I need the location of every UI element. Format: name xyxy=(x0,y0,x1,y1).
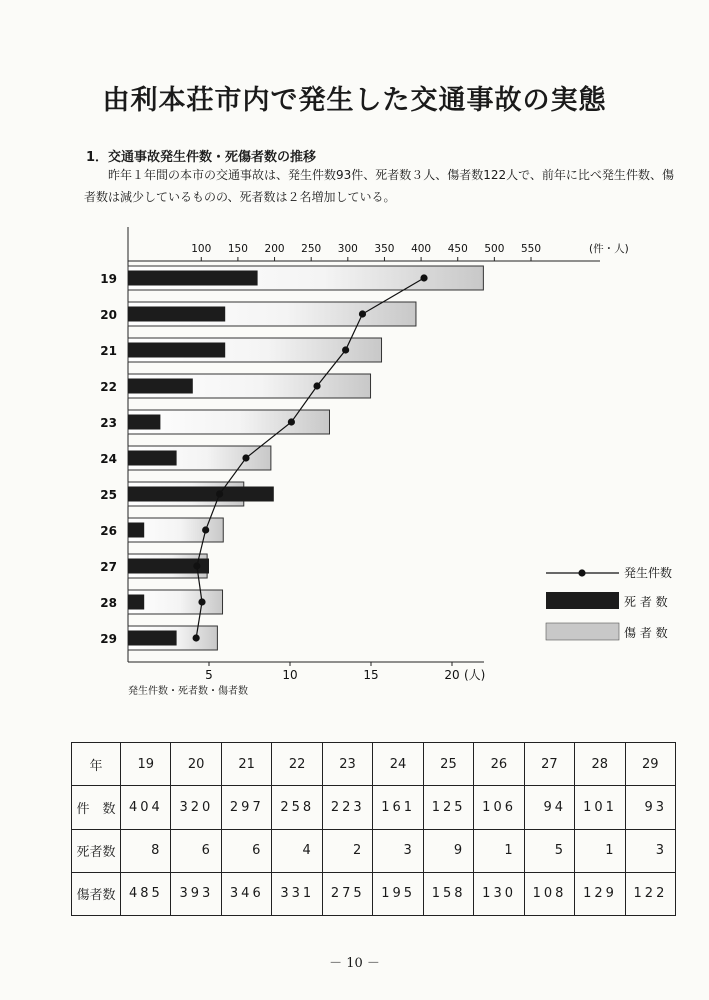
cases-point xyxy=(313,382,320,389)
category-label: 20 xyxy=(100,308,117,322)
table-cell: 158 xyxy=(423,872,473,915)
table-row xyxy=(72,872,676,915)
table-cell: 195 xyxy=(373,872,423,915)
table-cell: 223 xyxy=(322,786,372,829)
category-label: 27 xyxy=(100,560,117,574)
table-cell: 320 xyxy=(171,786,221,829)
table-cell: 3 xyxy=(373,829,423,872)
bottom-tick-label: 20 xyxy=(444,668,460,682)
table-cell: 393 xyxy=(171,872,221,915)
category-label: 23 xyxy=(100,416,117,430)
top-tick-label: 100 xyxy=(191,243,212,255)
table-cell: 125 xyxy=(423,786,473,829)
deaths-bar xyxy=(128,487,274,502)
deaths-bar xyxy=(128,595,144,610)
table-cell: 106 xyxy=(474,786,524,829)
top-tick-label: 500 xyxy=(484,243,505,255)
top-tick-label: 350 xyxy=(374,243,395,255)
legend-label: 発生件数 xyxy=(624,566,673,580)
table-cell: 23 xyxy=(322,743,372,786)
table-cell: 161 xyxy=(373,786,423,829)
cases-point xyxy=(202,526,209,533)
category-label: 19 xyxy=(100,272,117,286)
cases-point xyxy=(242,454,249,461)
legend-label: 傷 者 数 xyxy=(624,626,668,640)
table-cell: 5 xyxy=(524,829,574,872)
deaths-bar xyxy=(128,415,160,430)
category-label: 22 xyxy=(100,380,117,394)
row-header: 傷者数 xyxy=(72,872,121,915)
cases-point xyxy=(420,274,427,281)
table-row xyxy=(72,829,676,872)
table-cell: 27 xyxy=(524,743,574,786)
table-cell: 20 xyxy=(171,743,221,786)
top-tick-label: 400 xyxy=(411,243,432,255)
deaths-bar xyxy=(128,307,225,322)
bottom-axis-label: 発生件数・死者数・傷者数 xyxy=(128,686,248,697)
table-cell: 19 xyxy=(121,743,171,786)
table-cell: 8 xyxy=(121,829,171,872)
table-cell: 346 xyxy=(221,872,271,915)
table-cell: 9 xyxy=(423,829,473,872)
bottom-tick-label: 5 xyxy=(205,668,213,682)
page-number: － 10 － xyxy=(329,956,380,971)
intro-paragraph: 昨年１年間の本市の交通事故は、発生件数93件、死者数３人、傷者数122人で、前年に比べ発生件数、傷者数は減少しているものの、死者数は２名増加している。 xyxy=(84,168,674,204)
table-cell: 1 xyxy=(575,829,625,872)
row-header: 年 xyxy=(72,743,121,786)
deaths-bar xyxy=(128,343,225,358)
table-cell: 129 xyxy=(575,872,625,915)
legend-deaths-swatch xyxy=(546,592,619,609)
table-cell: 24 xyxy=(373,743,423,786)
table-cell: 28 xyxy=(575,743,625,786)
top-tick-label: 150 xyxy=(227,243,248,255)
table-row xyxy=(72,786,676,829)
table-cell: 6 xyxy=(221,829,271,872)
table-cell: 4 xyxy=(272,829,322,872)
deaths-bar xyxy=(128,271,258,286)
category-label: 28 xyxy=(100,596,117,610)
bottom-axis-unit: (人) xyxy=(464,668,486,682)
table-cell: 122 xyxy=(625,872,675,915)
table-cell: 22 xyxy=(272,743,322,786)
table-cell: 130 xyxy=(474,872,524,915)
table-cell: 297 xyxy=(221,786,271,829)
bottom-tick-label: 10 xyxy=(282,668,298,682)
cases-point xyxy=(193,634,200,641)
cases-point xyxy=(342,346,349,353)
legend-label: 死 者 数 xyxy=(624,595,668,609)
table-cell: 94 xyxy=(524,786,574,829)
legend-line-point xyxy=(578,569,585,576)
top-axis-unit: (件・人) xyxy=(589,243,629,255)
category-label: 21 xyxy=(100,344,117,358)
legend-injured-swatch xyxy=(546,623,619,640)
bottom-tick-label: 15 xyxy=(363,668,379,682)
top-tick-label: 300 xyxy=(337,243,358,255)
table-cell: 2 xyxy=(322,829,372,872)
category-label: 24 xyxy=(100,452,117,466)
table-cell: 258 xyxy=(272,786,322,829)
deaths-bar xyxy=(128,451,177,466)
deaths-bar xyxy=(128,631,177,646)
top-tick-label: 550 xyxy=(520,243,542,255)
row-header: 死者数 xyxy=(72,829,121,872)
cases-point xyxy=(288,418,295,425)
data-table xyxy=(71,742,676,916)
cases-point xyxy=(359,310,366,317)
table-cell: 6 xyxy=(171,829,221,872)
table-cell: 485 xyxy=(121,872,171,915)
top-tick-label: 450 xyxy=(447,243,468,255)
cases-point xyxy=(198,598,205,605)
table-cell: 3 xyxy=(625,829,675,872)
page-title: 由利本荘市内で発生した交通事故の実態 xyxy=(102,85,607,116)
cases-point xyxy=(216,490,223,497)
cases-point xyxy=(193,562,200,569)
table-cell: 25 xyxy=(423,743,473,786)
table-cell: 108 xyxy=(524,872,574,915)
deaths-bar xyxy=(128,379,193,394)
table-header-row xyxy=(72,743,676,786)
table-cell: 29 xyxy=(625,743,675,786)
table-cell: 93 xyxy=(625,786,675,829)
table-cell: 1 xyxy=(474,829,524,872)
top-tick-label: 250 xyxy=(301,243,322,255)
table-cell: 21 xyxy=(221,743,271,786)
row-header: 件 数 xyxy=(72,786,121,829)
top-tick-label: 200 xyxy=(264,243,285,255)
table-cell: 331 xyxy=(272,872,322,915)
category-label: 25 xyxy=(100,488,117,502)
table-cell: 404 xyxy=(121,786,171,829)
table-cell: 275 xyxy=(322,872,372,915)
deaths-bar xyxy=(128,523,144,538)
table-cell: 101 xyxy=(575,786,625,829)
category-label: 26 xyxy=(100,524,117,538)
section-heading: 1．交通事故発生件数・死傷者数の推移 xyxy=(86,150,317,165)
category-label: 29 xyxy=(100,632,117,646)
table-cell: 26 xyxy=(474,743,524,786)
